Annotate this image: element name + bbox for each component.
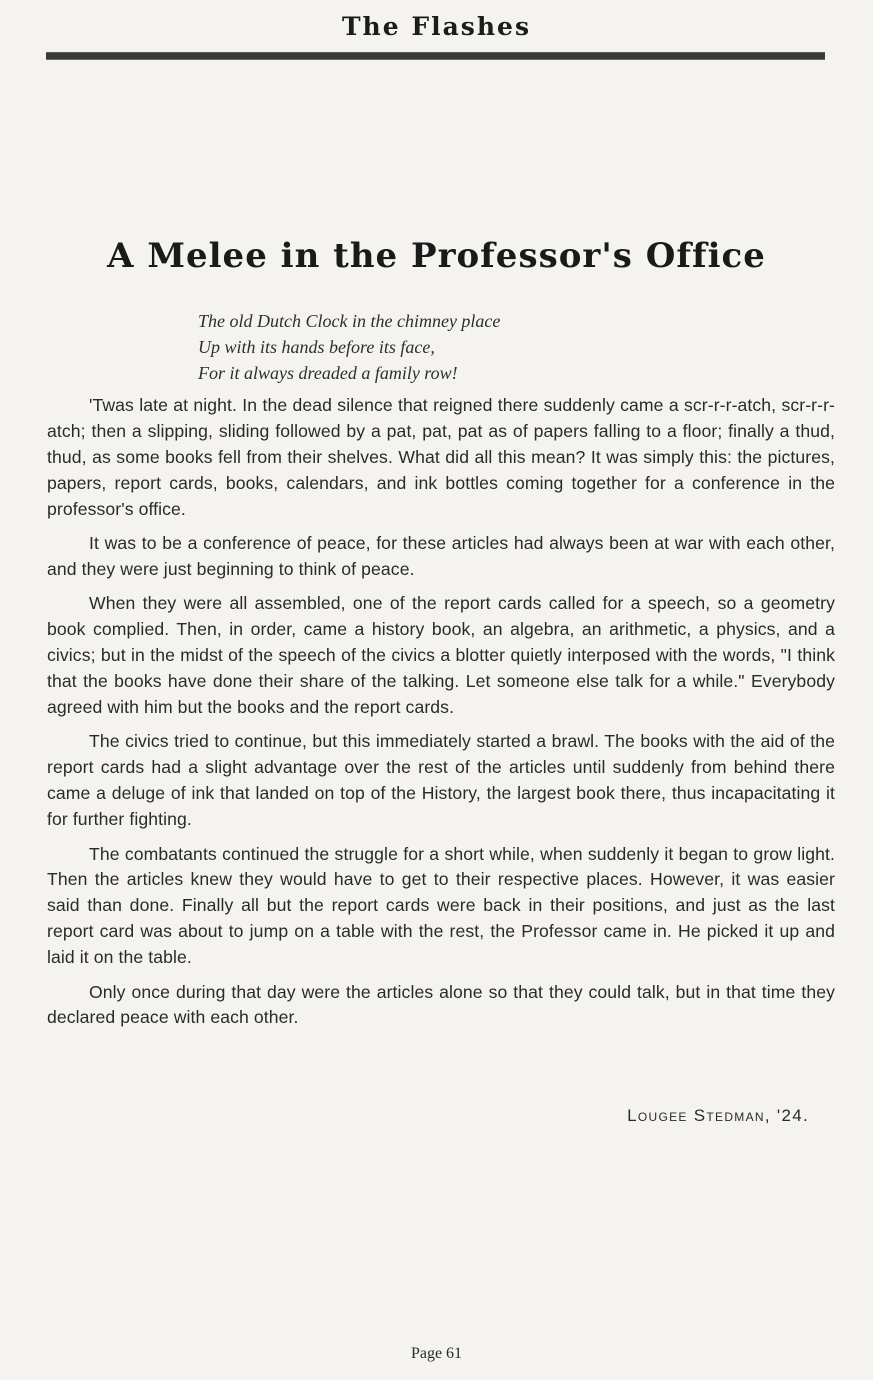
verse-line: The old Dutch Clock in the chimney place — [198, 311, 501, 331]
article-paragraph: The combatants continued the struggle for a short while, when suddenly it began to grow light. Then the articles knew they would have to get to their respective places. However, it was easier said than done. Finally all but the report cards were back in their positions, and just as the last report card was about to jump on a table with the rest, the Professor came in. He picked it up and laid it on the table. — [47, 843, 835, 968]
header-divider — [46, 52, 825, 60]
article-paragraph: It was to be a conference of peace, for these articles had always been at war with each other, and they were just beginning to think of peace. — [47, 533, 835, 579]
verse-line: Up with its hands before its face, — [198, 337, 435, 357]
page-number: Page 61 — [410, 1345, 463, 1362]
article-body — [47, 393, 835, 1040]
epigraph-verse — [198, 308, 698, 386]
author-signature: Lougee Stedman, '24. — [627, 1106, 809, 1125]
publication-title: The Flashes — [341, 12, 532, 41]
article-paragraph: When they were all assembled, one of the report cards called for a speech, so a geometry book complied. Then, in order, came a history book, an algebra, an arithmetic, a physics, and a civics; but in the midst of the speech of the civics a blotter quietly interposed with the words, "I think that the books have done their share of the talking. Let someone else talk for a while." Everybody agreed with him but the books and the report cards. — [47, 593, 835, 717]
article-paragraph: Only once during that day were the articles alone so that they could talk, but in that time they declared peace with each other. — [47, 981, 835, 1028]
article-title: A Melee in the Professor's Office — [107, 236, 766, 276]
article-paragraph: 'Twas late at night. In the dead silence that reigned there suddenly came a scr-r-r-atch, scr-r-r-atch; then a slipping, sliding followed by a pat, pat, pat as of papers falling to a floor; finally a thud, thud, as some books fell from their shelves. What did all this mean? It was simply this: the pictures, papers, report cards, books, calendars, and ink bottles coming together for a conference in the professor's office. — [47, 395, 835, 519]
article-paragraph: The civics tried to continue, but this immediately started a brawl. The books with the aid of the report cards had a slight advantage over the rest of the articles until suddenly from behind there came a deluge of ink that landed on top of the History, the largest book there, thus incapacitating it for further fighting. — [47, 731, 835, 830]
verse-line: For it always dreaded a family row! — [198, 363, 458, 383]
